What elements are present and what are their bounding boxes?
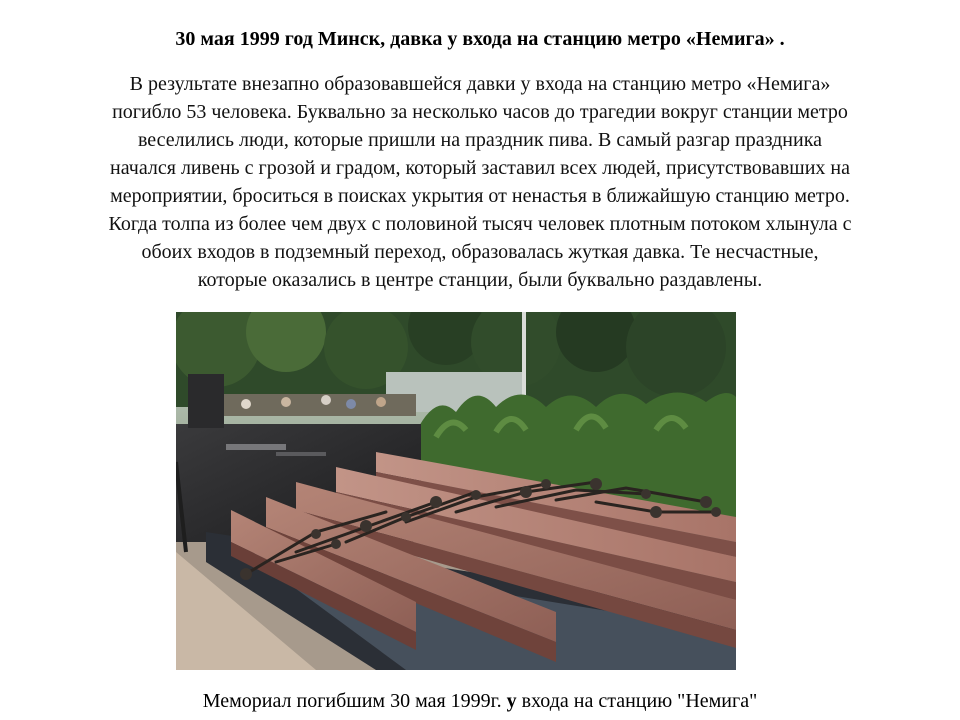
- paragraph-line: В результате внезапно образовавшейся давки у входа на станцию метро «Немига»: [129, 73, 831, 95]
- paragraph-line: начался ливень с грозой и градом, который заставил всех людей, присутствовавших на: [110, 157, 850, 179]
- paragraph-line: Когда толпа из более чем двух с половиной тысяч человек плотным потоком хлынула с: [108, 213, 852, 235]
- slide-title: 30 мая 1999 год Минск, давка у входа на станцию метро «Немига» .: [175, 28, 785, 50]
- memorial-photo: [176, 312, 736, 670]
- paragraph-line: которые оказались в центре станции, были буквально раздавлены.: [197, 269, 763, 291]
- caption-text-end: входа на станцию "Немига": [516, 690, 758, 712]
- body-paragraph: [28, 70, 932, 294]
- paragraph-line: веселились люди, которые пришли на праздник пива. В самый разгар праздника: [137, 129, 822, 151]
- paragraph-line: обоих входов в подземный переход, образовалась жуткая давка. Те несчастные,: [141, 241, 819, 263]
- paragraph-line: мероприятии, броситься в поисках укрытия от ненастья в ближайшую станцию метро.: [110, 185, 850, 207]
- photo-caption: [0, 688, 960, 714]
- caption-text: Мемориал погибшим 30 мая 1999г.: [202, 690, 507, 712]
- paragraph-line: погибло 53 человека. Буквально за несколько часов до трагедии вокруг станции метро: [112, 101, 848, 123]
- caption-bold-text: у: [506, 690, 517, 712]
